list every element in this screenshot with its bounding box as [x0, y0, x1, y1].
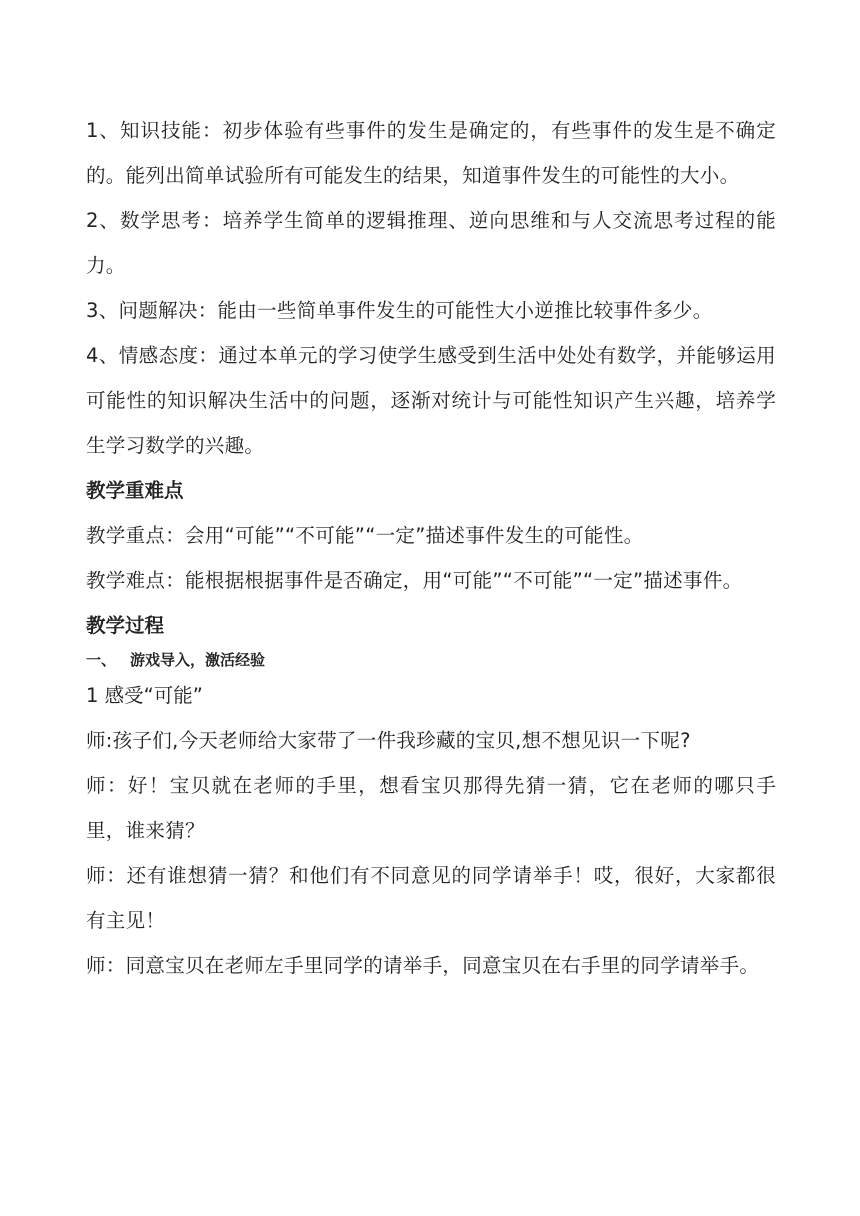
activity-item: 1 感受“可能”	[86, 684, 203, 707]
objective-knowledge: 1、知识技能：初步体验有些事件的发生是确定的，有些事件的发生是不确定的。能列出简单试验所有可能发生的结果，知道事件发生的可能性的大小。	[86, 119, 776, 187]
section-title: 游戏导入，激活经验	[130, 651, 266, 669]
dialogue-line: 师：好！宝贝就在老师的手里，想看宝贝那得先猜一猜，它在老师的哪只手里，谁来猜？	[86, 774, 776, 842]
process-heading: 教学过程	[86, 614, 165, 637]
objective-math-thinking: 2、数学思考：培养学生简单的逻辑推理、逆向思维和与人交流思考过程的能力。	[86, 209, 776, 277]
teaching-focus: 教学重点：会用“可能”“不可能”“一定”描述事件发生的可能性。	[86, 524, 644, 547]
section-number: 一、	[86, 651, 117, 669]
dialogue-line: 师:孩子们,今天老师给大家带了一件我珍藏的宝贝,想不想见识一下呢?	[86, 729, 691, 752]
objective-problem-solving: 3、问题解决：能由一些简单事件发生的可能性大小逆推比较事件多少。	[86, 299, 713, 322]
dialogue-line: 师：同意宝贝在老师左手里同学的请举手，同意宝贝在右手里的同学请举手。	[86, 954, 760, 977]
section-heading	[86, 648, 776, 672]
key-points-heading: 教学重难点	[86, 479, 184, 502]
dialogue-line: 师：还有谁想猜一猜？和他们有不同意见的同学请举手！哎，很好，大家都很有主见！	[86, 864, 776, 932]
teaching-difficulty: 教学难点：能根据根据事件是否确定，用“可能”“不可能”“一定”描述事件。	[86, 569, 743, 592]
document-page	[86, 108, 776, 988]
objective-attitude: 4、情感态度：通过本单元的学习使学生感受到生活中处处有数学，并能够运用可能性的知识解决生活中的问题，逐渐对统计与可能性知识产生兴趣，培养学生学习数学的兴趣。	[86, 344, 776, 457]
